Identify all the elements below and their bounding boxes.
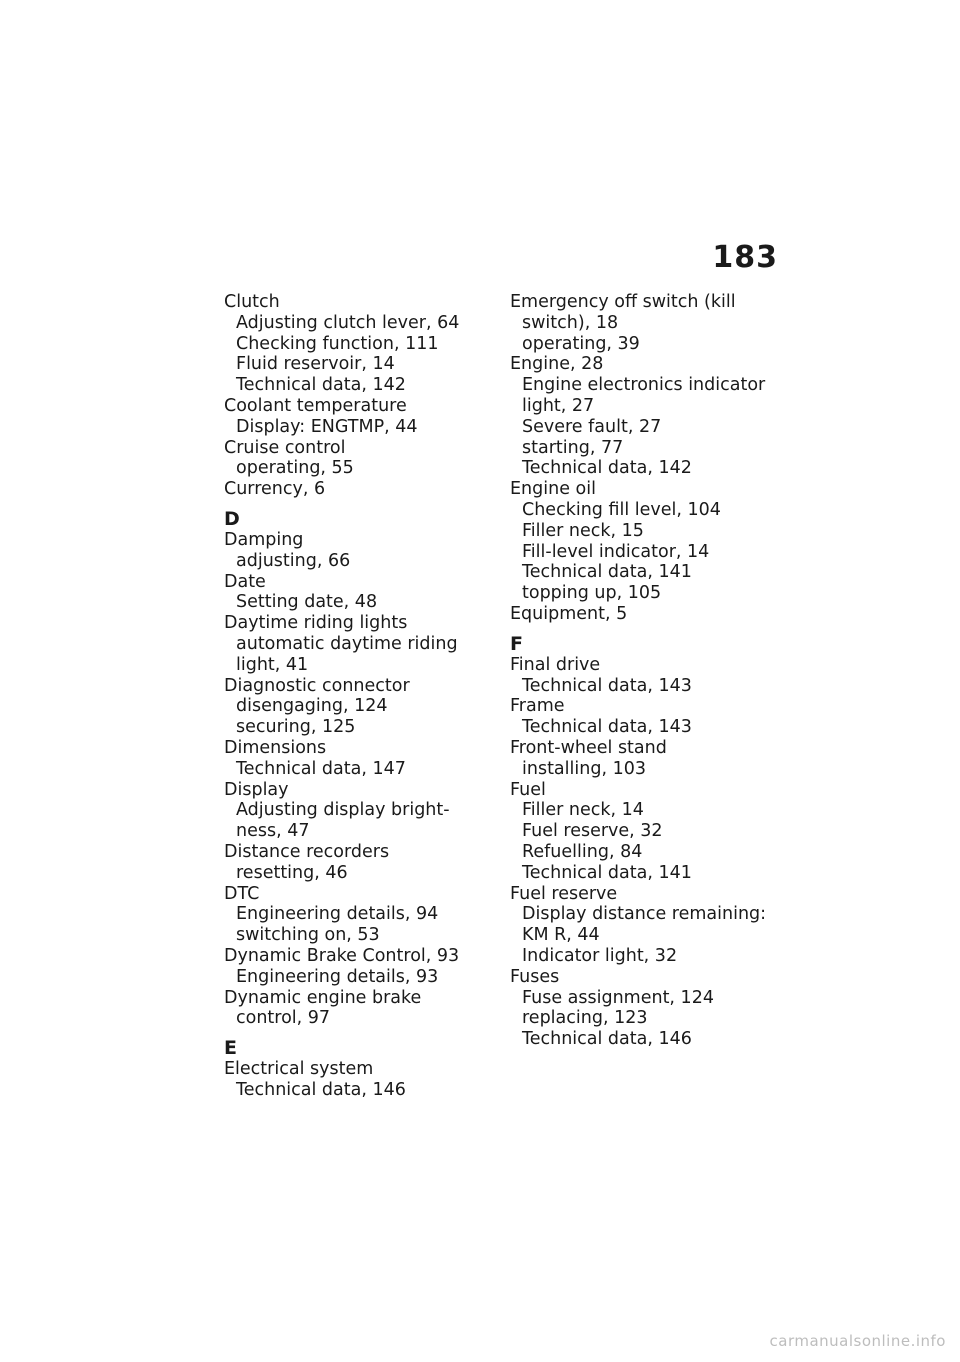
- index-subentry: resetting, 46: [236, 862, 348, 883]
- index-subentry: light, 27: [522, 395, 595, 416]
- index-heading: Front-wheel stand: [510, 737, 667, 758]
- index-subentry: Fuel reserve, 32: [522, 821, 663, 842]
- section-letter: E: [224, 1037, 237, 1060]
- index-entry: [224, 396, 474, 438]
- index-entry: [224, 676, 474, 738]
- index-heading: Dimensions: [224, 737, 327, 758]
- index-subentry: Refuelling, 84: [522, 841, 643, 862]
- index-heading: Final drive: [510, 654, 601, 675]
- index-heading-continuation: control, 97: [236, 1008, 331, 1029]
- index-entry: [224, 988, 474, 1030]
- index-subentry: Engine electronics indicator: [522, 375, 766, 396]
- index-heading: Emergency off switch (kill: [510, 292, 736, 312]
- index-heading: Fuel: [510, 779, 546, 800]
- index-heading: Cruise control: [224, 437, 346, 458]
- index-subentry: Technical data, 146: [522, 1029, 692, 1050]
- section-letter: D: [224, 507, 240, 530]
- index-subentry: Checking function, 111: [236, 333, 439, 354]
- index-subentry: disengaging, 124: [236, 696, 388, 717]
- index-subentry: Technical data, 146: [236, 1079, 406, 1100]
- index-heading: Daytime riding lights: [224, 613, 408, 634]
- index-subentry: ness, 47: [236, 821, 310, 842]
- index-entry: [224, 780, 474, 842]
- index-subentry: Engineering details, 94: [236, 904, 439, 925]
- index-heading: Dynamic Brake Control, 93: [224, 945, 460, 966]
- index-subentry: Setting date, 48: [236, 592, 378, 613]
- index-entry: [224, 946, 474, 988]
- index-subentry: Engineering details, 93: [236, 966, 439, 987]
- index-heading: Damping: [224, 529, 304, 550]
- index-heading: Distance recorders: [224, 841, 390, 862]
- index-heading-continuation: switch), 18: [522, 312, 619, 333]
- index-heading: Engine, 28: [510, 354, 604, 375]
- index-subentry: Technical data, 143: [522, 717, 692, 738]
- index-entry: [224, 530, 474, 572]
- index-heading: Display: [224, 779, 289, 800]
- index-subentry: Fuse assignment, 124: [522, 987, 714, 1008]
- index-subentry: replacing, 123: [522, 1008, 648, 1029]
- index-heading: Fuses: [510, 966, 560, 987]
- index-subentry: switching on, 53: [236, 925, 380, 946]
- index-heading: Clutch: [224, 292, 280, 312]
- index-heading: Electrical system: [224, 1059, 374, 1080]
- index-subentry: Fill-level indicator, 14: [522, 541, 710, 562]
- index-subentry: Display: ENGTMP, 44: [236, 416, 418, 437]
- index-subentry: KM R, 44: [522, 925, 600, 946]
- index-subentry: Display distance remaining:: [522, 904, 767, 925]
- index-heading: Coolant temperature: [224, 395, 407, 416]
- index-entry: [510, 655, 780, 697]
- index-entry: [224, 438, 474, 480]
- index-heading: Frame: [510, 696, 565, 717]
- index-entry: [224, 292, 474, 396]
- index-subentry: securing, 125: [236, 717, 356, 738]
- index-subentry: Technical data, 147: [236, 758, 406, 779]
- index-subentry: installing, 103: [522, 758, 646, 779]
- index-entry: [224, 572, 474, 614]
- index-entry: [510, 604, 780, 625]
- index-subentry: Technical data, 141: [522, 562, 692, 583]
- index-heading: Fuel reserve: [510, 883, 618, 904]
- watermark: carmanualsonline.info: [769, 1332, 946, 1350]
- index-entry: [224, 842, 474, 884]
- index-entry: [224, 613, 474, 675]
- index-subentry: Technical data, 142: [236, 375, 406, 396]
- index-entry: [510, 354, 780, 479]
- index-entry: [510, 696, 780, 738]
- index-entry: [510, 479, 780, 604]
- index-subentry: topping up, 105: [522, 583, 662, 604]
- index-subentry: Technical data, 141: [522, 862, 692, 883]
- index-subentry: Fluid reservoir, 14: [236, 354, 395, 375]
- index-subentry: Technical data, 143: [522, 675, 692, 696]
- index-entry: [510, 292, 780, 354]
- section-letter: F: [510, 632, 523, 655]
- index-heading: Diagnostic connector: [224, 675, 410, 696]
- index-subentry: Technical data, 142: [522, 458, 692, 479]
- index-column-right: [510, 292, 780, 1050]
- index-heading: Engine oil: [510, 479, 596, 500]
- index-heading: Date: [224, 571, 266, 592]
- index-subentry: operating, 39: [522, 333, 640, 354]
- index-subentry: automatic daytime riding: [236, 633, 458, 654]
- index-entry: [510, 884, 780, 967]
- index-subentry: starting, 77: [522, 437, 624, 458]
- index-subentry: Filler neck, 14: [522, 800, 644, 821]
- index-entry: [510, 780, 780, 884]
- index-subentry: Checking fill level, 104: [522, 499, 721, 520]
- index-subentry: light, 41: [236, 654, 309, 675]
- index-subentry: operating, 55: [236, 458, 354, 479]
- index-heading: Currency, 6: [224, 479, 326, 500]
- page-number: 183: [712, 240, 778, 275]
- index-subentry: Adjusting display bright-: [236, 800, 450, 821]
- index-entry: [224, 884, 474, 946]
- index-entry: [224, 738, 474, 780]
- index-subentry: Filler neck, 15: [522, 520, 644, 541]
- index-entry: [510, 738, 780, 780]
- index-entry: [510, 967, 780, 1050]
- index-entry: [224, 1059, 474, 1101]
- index-subentry: Indicator light, 32: [522, 945, 678, 966]
- index-column-left: [224, 292, 474, 1101]
- index-subentry: Adjusting clutch lever, 64: [236, 312, 460, 333]
- index-subentry: adjusting, 66: [236, 550, 351, 571]
- index-heading: Dynamic engine brake: [224, 987, 422, 1008]
- index-entry: [224, 479, 474, 500]
- index-heading: Equipment, 5: [510, 603, 628, 624]
- index-subentry: Severe fault, 27: [522, 416, 662, 437]
- index-heading: DTC: [224, 883, 260, 904]
